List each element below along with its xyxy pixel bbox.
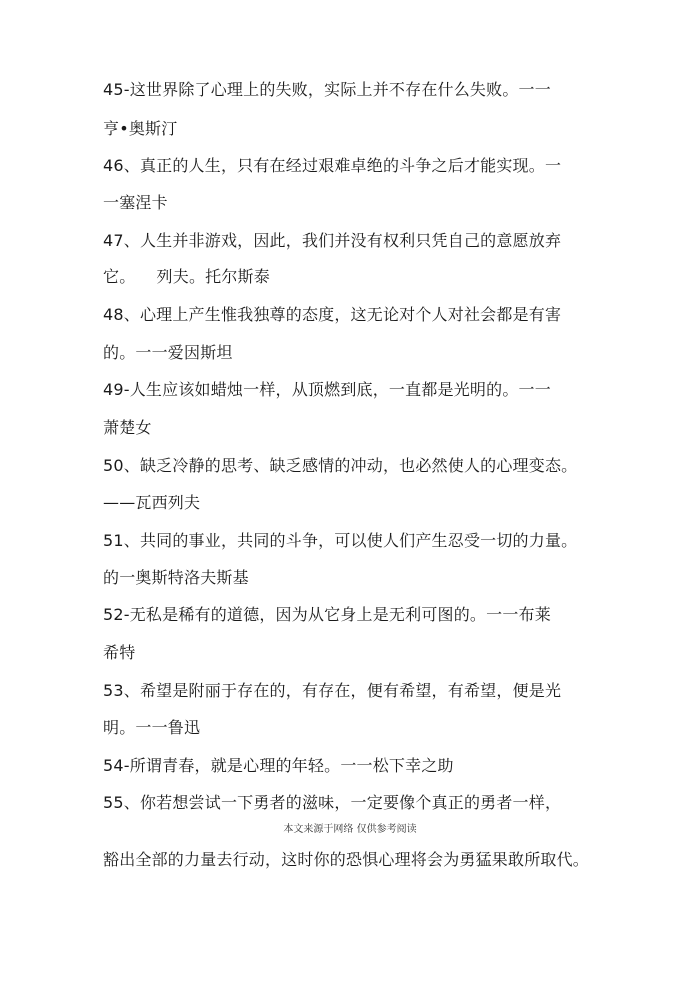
quote-45-line-1: 45-这世界除了心理上的失败，实际上并不存在什么失败。一一 — [103, 80, 551, 99]
quote-46-line-2: 一塞涅卡 — [103, 193, 168, 212]
quote-45-line-2: 亨•奥斯汀 — [103, 119, 178, 138]
quote-53-line-1: 53、希望是附丽于存在的，有存在，便有希望，有希望，便是光 — [103, 681, 562, 700]
quote-47-line-1: 47、人生并非游戏，因此，我们并没有权利只凭自己的意愿放弃 — [103, 231, 562, 250]
quote-49-line-1: 49-人生应该如蜡烛一样，从顶燃到底，一直都是光明的。一一 — [103, 380, 551, 399]
quote-48-line-2: 的。一一爱因斯坦 — [103, 343, 233, 362]
quote-51-line-1: 51、共同的事业，共同的斗争，可以使人们产生忍受一切的力量。 — [103, 531, 578, 550]
quote-52-line-1: 52-无私是稀有的道德，因为从它身上是无利可图的。一一布莱 — [103, 605, 551, 624]
quote-50-line-2: ——瓦西列夫 — [103, 493, 201, 512]
quote-53-line-2: 明。一一鲁迅 — [103, 718, 201, 737]
quote-55-line-2: 豁出全部的力量去行动，这时你的恐惧心理将会为勇猛果敢所取代。 — [103, 850, 590, 869]
quote-54-line-1: 54-所谓青春，就是心理的年轻。一一松下幸之助 — [103, 756, 454, 775]
quote-51-line-2: 的一奥斯特洛夫斯基 — [103, 568, 249, 587]
quote-49-line-2: 萧楚女 — [103, 418, 152, 437]
quote-46-line-1: 46、真正的人生，只有在经过艰难卓绝的斗争之后才能实现。一 — [103, 156, 562, 175]
quote-52-line-2: 希特 — [103, 643, 136, 662]
quote-50-line-1: 50、缺乏冷静的思考、缺乏感情的冲动，也必然使人的心理变态。 — [103, 456, 578, 475]
quote-47-line-2: 它。 列夫。托尔斯泰 — [103, 267, 270, 286]
quote-55-line-1: 55、你若想尝试一下勇者的滋味，一定要像个真正的勇者一样， — [103, 793, 562, 812]
source-note: 本文来源于网络 仅供参考阅读 — [283, 824, 417, 835]
quote-48-line-1: 48、心理上产生惟我独尊的态度，这无论对个人对社会都是有害 — [103, 305, 562, 324]
